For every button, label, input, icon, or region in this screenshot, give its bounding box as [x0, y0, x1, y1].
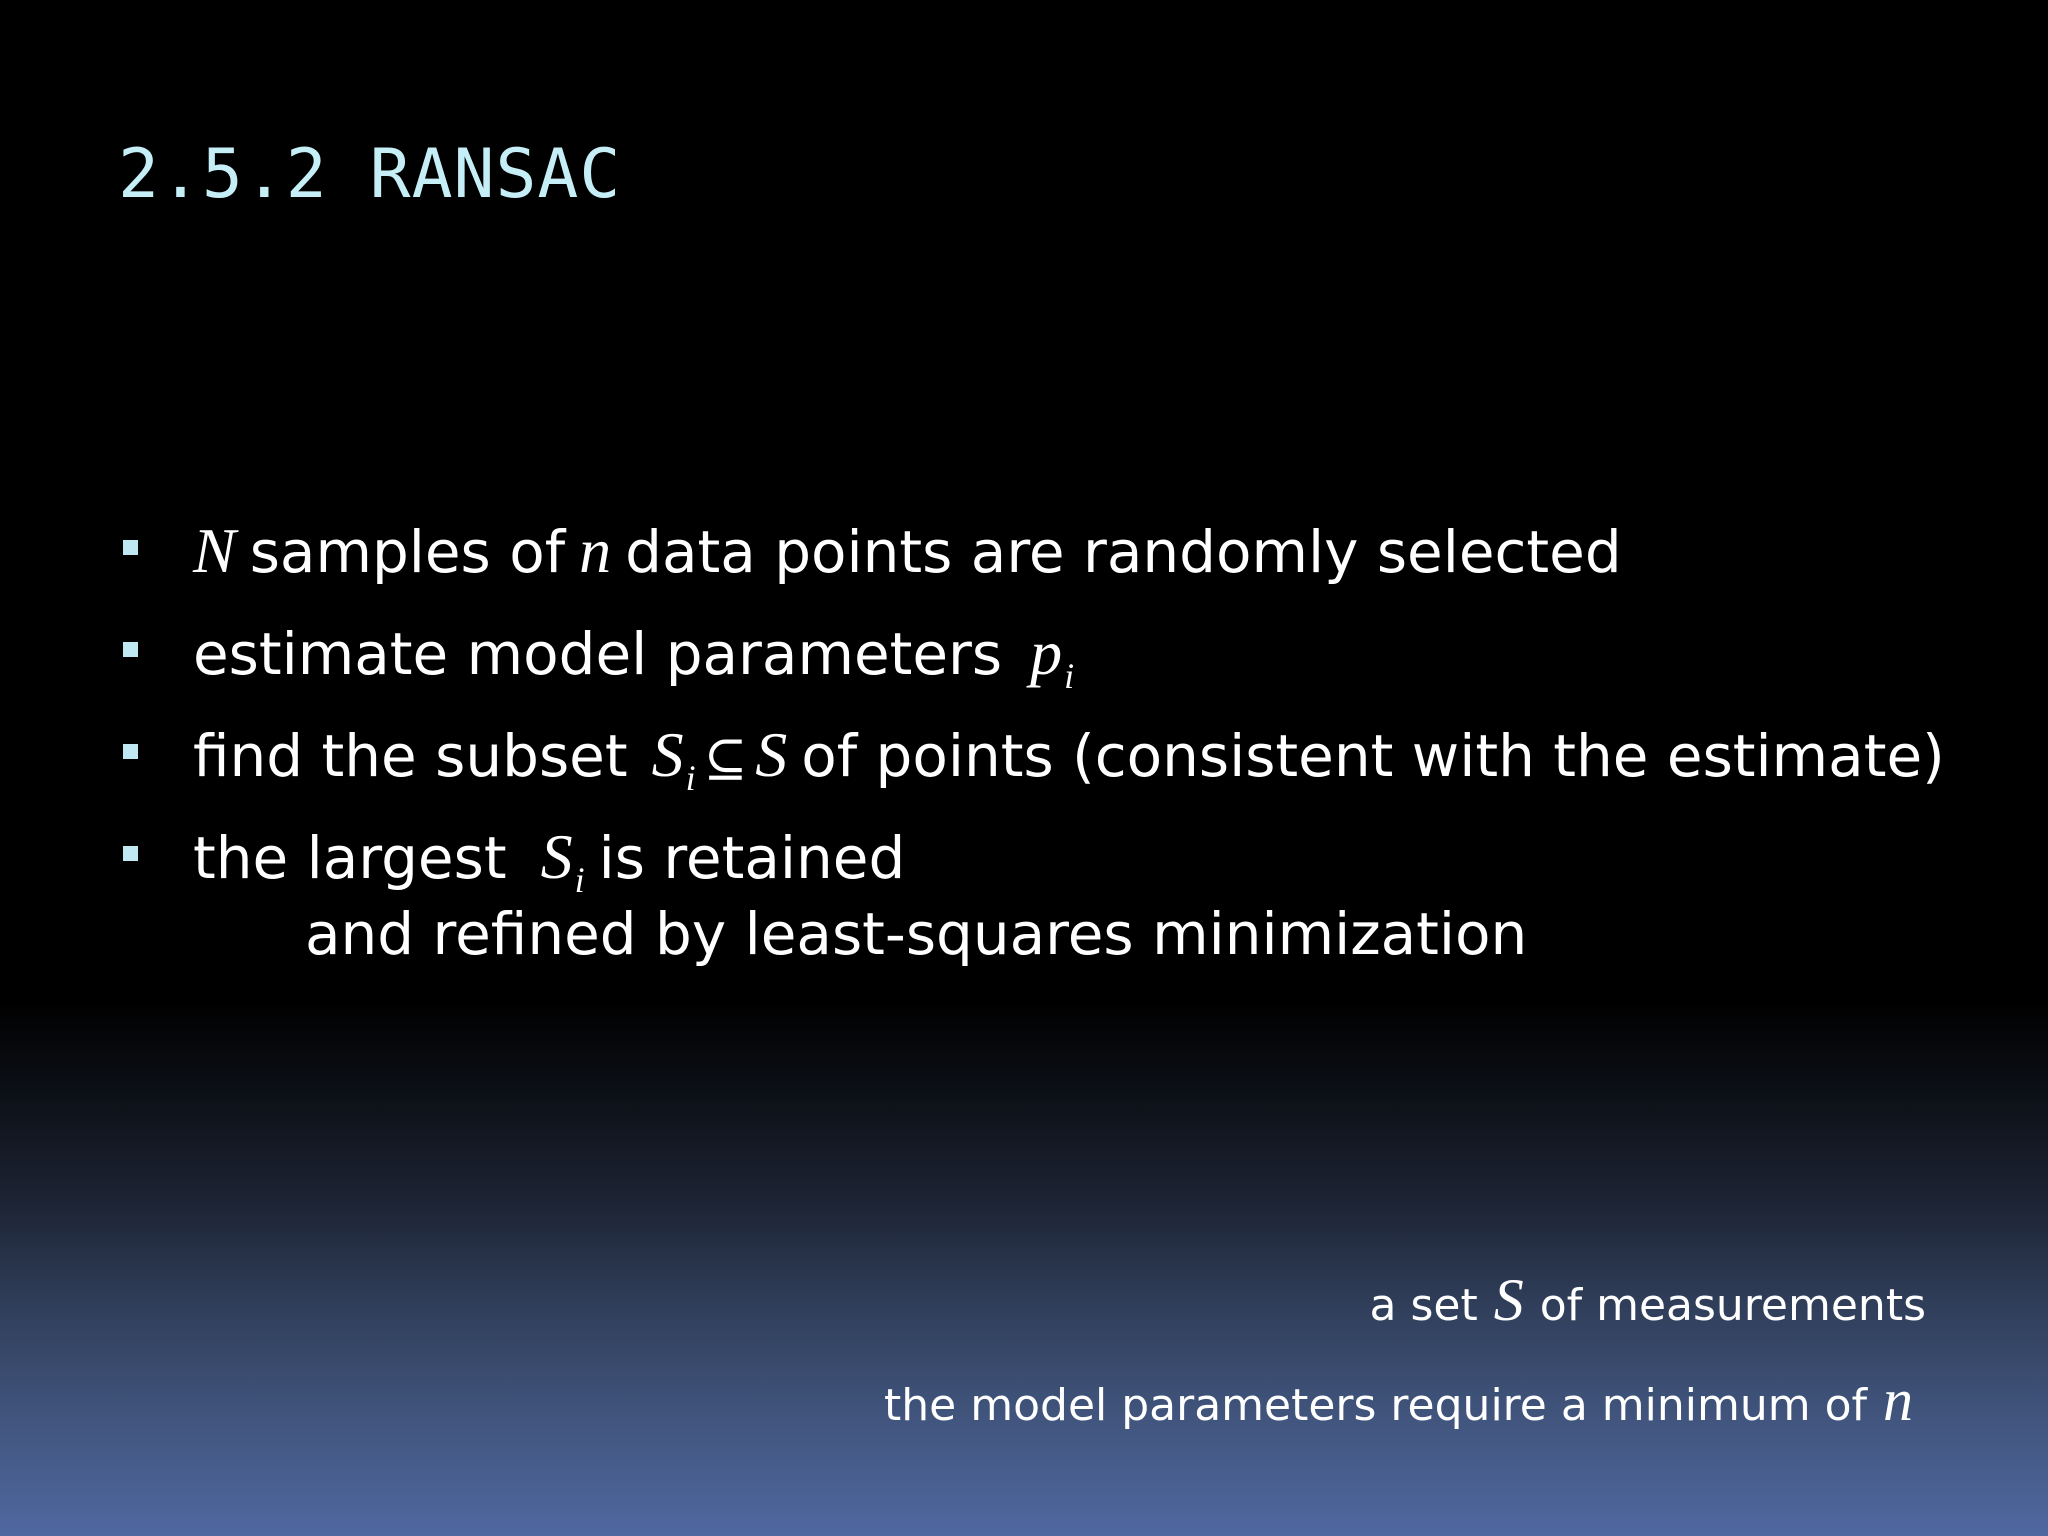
bullet-text	[193, 719, 1945, 814]
math-subscript: i	[1064, 656, 1075, 696]
slide-title: 2.5.2 RANSAC	[118, 135, 622, 214]
math-var-n: n	[579, 515, 612, 586]
math-symbol: S	[651, 719, 684, 790]
bullet-continuation: and refined by least-squares minimization	[305, 900, 1528, 968]
bullet-text-part: samples of	[249, 518, 566, 586]
square-bullet-icon	[123, 744, 138, 759]
square-bullet-icon	[123, 642, 138, 657]
bullet-text-part: data points are randomly selected	[625, 518, 1622, 586]
math-var-N: N	[193, 515, 236, 586]
note-text-part: of measurements	[1539, 1280, 1926, 1331]
note-text-part: the model parameters require a minimum of	[884, 1380, 1867, 1431]
math-var-p-i	[1030, 617, 1075, 696]
note-measurement-set	[1369, 1267, 1927, 1336]
math-var-S-i	[540, 821, 585, 900]
math-subscript: i	[574, 860, 585, 900]
math-symbol: S	[755, 719, 788, 790]
math-var-n: n	[1883, 1367, 1913, 1433]
bullet-text-part: find the subset	[193, 722, 628, 790]
note-minimum-points	[884, 1367, 1913, 1436]
bullet-text-part: of points (consistent with the estimate)	[801, 722, 1945, 790]
subset-symbol: ⊆	[703, 729, 748, 789]
bullet-text	[193, 515, 1622, 588]
math-subset-expression	[651, 719, 788, 798]
math-var-S: S	[1493, 1267, 1524, 1333]
math-subscript: i	[685, 758, 696, 798]
square-bullet-icon	[123, 540, 138, 555]
bullet-text-part: estimate model parameters	[193, 620, 1003, 688]
bullet-text	[193, 617, 1088, 712]
bullet-text-part: is retained	[598, 824, 906, 892]
square-bullet-icon	[123, 846, 138, 861]
bullet-text-part: the largest	[193, 824, 507, 892]
math-symbol: S	[540, 821, 573, 892]
math-symbol: p	[1030, 617, 1063, 688]
note-text-part: a set	[1369, 1280, 1478, 1331]
